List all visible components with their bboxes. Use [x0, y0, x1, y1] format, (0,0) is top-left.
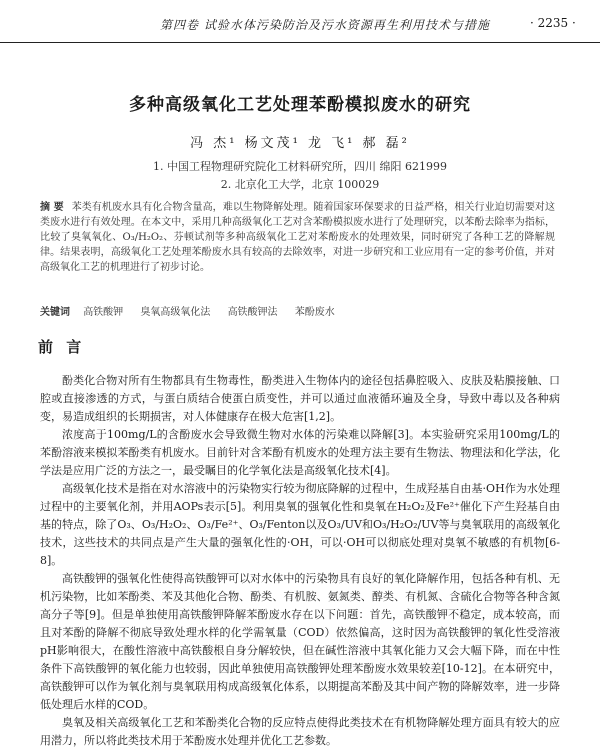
abstract-text: 苯类有机废水具有化合物含量高，难以生物降解处理。随着国家环保要求的日益严格，相关行业迫切需要对这类废水进行有效处理。在本文中，采用几种高级氧化工艺对含苯酚模拟废水进行了处理研究，以苯酚去除率为指标，比较了臭氧氧化、O₃/H₂O₂、芬顿试剂等多种高级氧化工艺对苯酚废水的处理效果，同时研究了各种工艺的降解规律。结果表明，高级氧化工艺处理苯酚废水具有较高的去除效率，对进一步研究和工业应用有一定的参考价值，并对高级氧化工艺的机理进行了初步讨论。	[40, 202, 556, 273]
section-heading-introduction: 前 言	[38, 338, 86, 356]
keywords-label: 关键词	[40, 307, 70, 318]
keywords	[40, 303, 555, 318]
header-rule	[0, 42, 600, 43]
paragraph: 酚类化合物对所有生物都具有生物毒性，酚类进入生物体内的途径包括鼻腔吸入、皮肤及粘膜接触、口腔或直接渗透的方式，与蛋白质结合使蛋白质变性，并可以通过血液循环遍及全身，导致中毒以及各种病变，易造成组织的长期损害，对人体健康存在极大危害[1,2]。	[40, 374, 560, 423]
keyword: 苯酚废水	[294, 307, 335, 318]
running-title: 第四卷 试验水体污染防治及污水资源再生利用技术与措施	[160, 18, 490, 32]
paragraph: 高铁酸钾的强氧化性使得高铁酸钾可以对水体中的污染物具有良好的氧化降解作用，包括各种有机、无机污染物，比如苯酚类、苯及其他化合物、酚类、有机胺、氨氮类、醇类、有机氮、含硫化合物等各种含氮高分子等[9]。但是单独使用高铁酸钾降解苯酚废水存在以下问题：首先，高铁酸钾不稳定，成本较高，而且对苯酚的降解不彻底导致处理水样的化学需氧量（COD）依然偏高，这时因为高铁酸钾的氧化性受溶液pH影响很大，在酸性溶液中高铁酸根自身分解较快，但在碱性溶液中其氧化能力又会大幅下降，而在中性条件下高铁酸钾的氧化能力也较弱，因此单独使用高铁酸钾处理苯酚废水效果较差[10-12]。在本研究中，高铁酸钾可以作为氧化剂与臭氧联用构成高级氧化体系，以期提高苯酚及其中间产物的降解效率，进一步降低处理后水样的COD。	[40, 572, 560, 711]
keyword: 高铁酸钾	[83, 307, 124, 318]
abstract	[40, 200, 555, 275]
paragraph: 浓度高于100mg/L的含酚废水会导致微生物对水体的污染难以降解[3]。本实验研究采用100mg/L的苯酚溶液来模拟苯酚类有机废水。目前针对含苯酚有机废水的处理方法主要有生物法、物理法和化学法，化学法是应用广泛的方法之一，最受瞩目的化学氧化法是高级氧化技术[4]。	[40, 428, 560, 477]
keyword: 高铁酸钾法	[227, 307, 278, 318]
keyword: 臭氧高级氧化法	[140, 307, 211, 318]
affiliation-2: 2. 北京化工大学，北京 100029	[220, 178, 380, 191]
author-list: 冯 杰¹ 杨文茂¹ 龙 飞¹ 郝 磊²	[190, 136, 410, 151]
page-number: · 2235 ·	[530, 16, 576, 30]
body-text	[40, 372, 560, 750]
abstract-label: 摘 要	[40, 202, 64, 213]
paragraph: 臭氧及相关高级氧化工艺和苯酚类化合物的反应特点使得此类技术在有机物降解处理方面具有较大的应用潜力，所以将此类技术用于苯酚废水处理并优化工艺参数。	[40, 716, 560, 747]
affiliation-1: 1. 中国工程物理研究院化工材料研究所，四川 绵阳 621999	[153, 160, 447, 173]
paragraph: 高级氧化技术是指在对水溶液中的污染物实行较为彻底降解的过程中，生成羟基自由基·OH作为水处理过程中的主要氧化剂，并用AOPs表示[5]。利用臭氧的强氧化性和臭氧在H₂O₂及Fe²⁺催化下产生羟基自由基的特点，除了O₃、O₃/H₂O₂、O₃/Fe²⁺、O₃/Fenton以及O₃/UV和O₃/H₂O₂/UV等与臭氧联用的高级氧化技术，这些技术的共同点是产生大量的强氧化性的·OH，可以·OH可以彻底处理对臭氧不敏感的有机物[6-8]。	[40, 482, 560, 567]
paper-title: 多种高级氧化工艺处理苯酚模拟废水的研究	[129, 95, 471, 115]
